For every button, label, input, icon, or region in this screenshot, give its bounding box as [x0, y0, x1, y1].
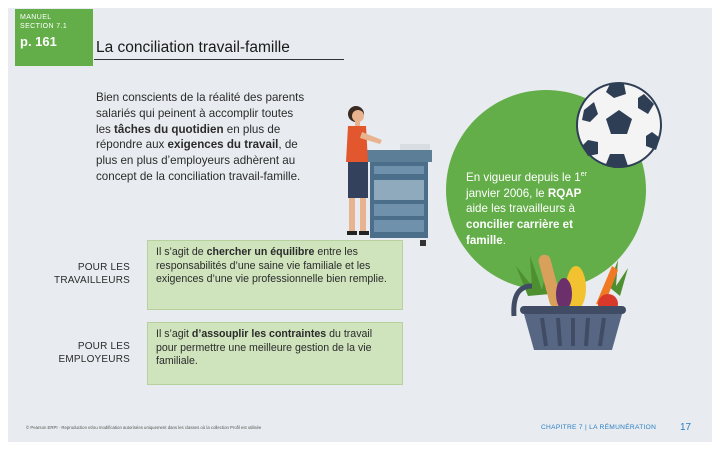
row-label-line1: POUR LES [77, 262, 130, 273]
box-text-2: du travail pour permettre une meilleure gestion de la vie familiale. [156, 328, 373, 368]
intro-paragraph [96, 90, 306, 185]
row-label-line2: TRAVAILLEURS [54, 274, 130, 286]
intro-bold-2: exigences du travail [167, 138, 279, 152]
row-label-travailleurs [30, 262, 130, 287]
rqap-text [466, 167, 596, 249]
copyright-footer: © Pearson ERPI · Reproduction et/ou modification autorisées uniquement dans les classes où la collection Profil est utilisée [26, 425, 262, 430]
circle-text-3: aide les travailleurs à [466, 202, 575, 216]
circle-text-1: En vigueur depuis le 1 [466, 170, 581, 184]
circle-bold-1: RQAP [547, 186, 582, 200]
box-text-1: Il s’agit de [156, 246, 207, 258]
intro-bold-1: tâches du quotidien [114, 122, 224, 136]
box-bold: d’assouplir les contraintes [191, 328, 327, 340]
woman-at-copier-illustration [334, 100, 444, 250]
title-underline [94, 59, 344, 60]
circle-sup: er [580, 171, 587, 178]
employeurs-definition-box [147, 322, 403, 385]
tag-manual: MANUEL [20, 14, 52, 21]
page-number: 17 [680, 422, 692, 433]
vegetable-basket-illustration [508, 246, 638, 356]
box-bold: chercher un équilibre [206, 246, 315, 258]
intro-text-2: en plus de répondre aux [96, 122, 281, 152]
intro-text-1: Bien conscients de la réalité des parents salariés qui peinent à accomplir toutes les [96, 91, 305, 136]
circle-text-2: janvier 2006, le [466, 186, 548, 200]
travailleurs-definition-box [147, 240, 403, 310]
intro-text-3: , de plus en plus d’employeurs adhèrent au concept de la conciliation travail-famille. [96, 138, 301, 183]
tag-section: SECTION 7.1 [20, 23, 68, 30]
circle-text-4: . [502, 234, 506, 248]
section-tag [15, 9, 93, 66]
page-title: La conciliation travail-famille [96, 39, 290, 56]
box-text-2: entre les responsabilités d’une saine vie familiale et les exigences d’une vie professionnelle bien remplie. [156, 246, 387, 286]
circle-bold-2: concilier carrière et famille [466, 218, 573, 248]
tag-page: p. 161 [20, 34, 57, 49]
chapter-footer: CHAPITRE 7 | LA RÉMUNÉRATION [541, 424, 657, 431]
box-text-1: Il s’agit [156, 328, 192, 340]
soccer-ball-illustration [574, 80, 664, 170]
row-label-line1: POUR LES [77, 341, 130, 352]
slide [8, 8, 712, 442]
row-label-line2: EMPLOYEURS [58, 353, 130, 365]
row-label-employeurs [30, 341, 130, 366]
